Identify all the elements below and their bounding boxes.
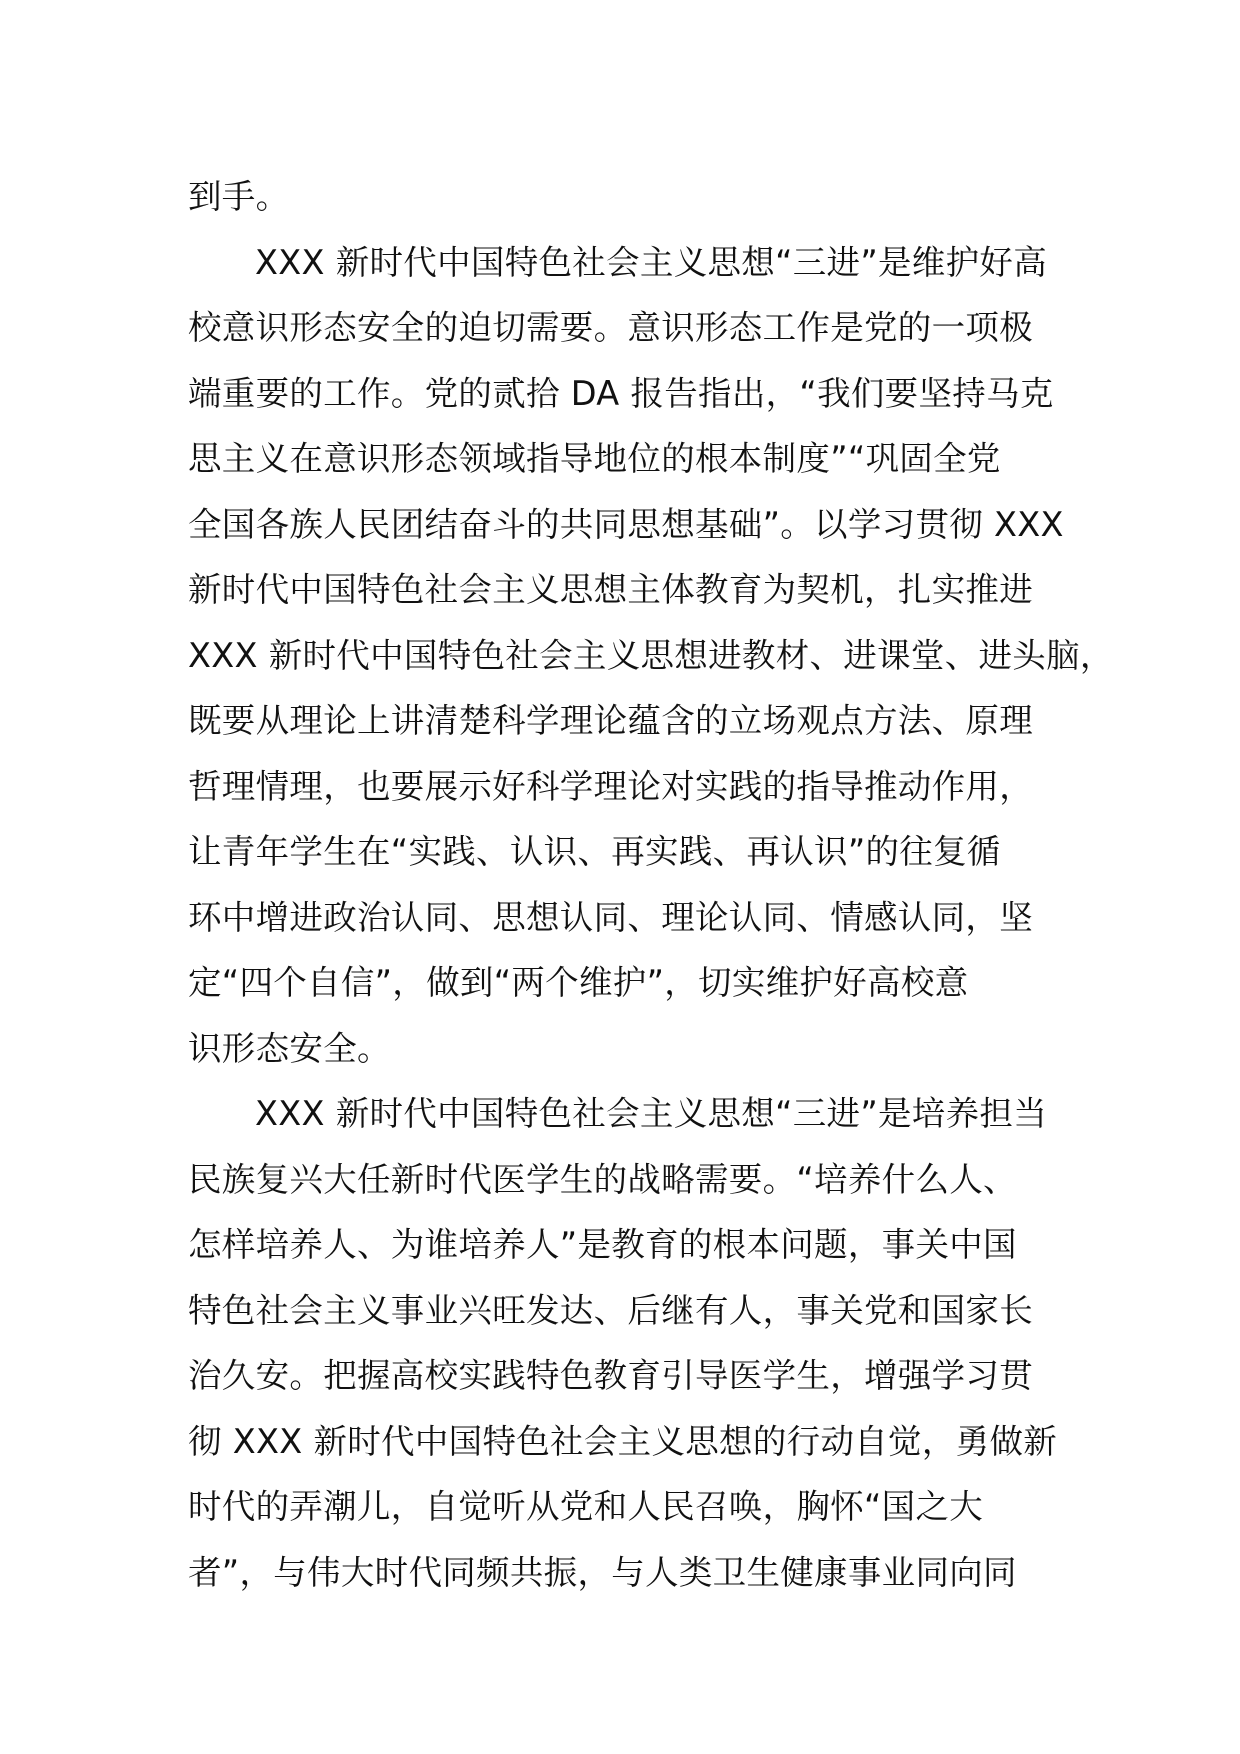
- text-line: 全国各族人民团结奋斗的共同思想基础”。以学习贯彻 XXX: [188, 504, 1064, 544]
- text-line: 思主义在意识形态领域指导地位的根本制度”“巩固全党: [188, 439, 1001, 478]
- text-line: 识形态安全。: [188, 1028, 391, 1068]
- text-line: 彻 XXX 新时代中国特色社会主义思想的行动自觉，勇做新: [188, 1421, 1058, 1461]
- text-line: XXX 新时代中国特色社会主义思想“三进”是维护好高: [255, 242, 1048, 282]
- text-line: 校意识形态安全的迫切需要。意识形态工作是党的一项极: [188, 308, 1033, 347]
- text-line: 新时代中国特色社会主义思想主体教育为契机，扎实推进: [188, 570, 1033, 609]
- text-line: 怎样培养人、为谁培养人”是教育的根本问题，事关中国: [188, 1225, 1017, 1264]
- text-line: 治久安。把握高校实践特色教育引导医学生，增强学习贯: [188, 1356, 1033, 1395]
- text-line: 民族复兴大任新时代医学生的战略需要。“培养什么人、: [188, 1159, 1017, 1199]
- text-line: 定“四个自信”，做到“两个维护”，切实维护好高校意: [188, 963, 969, 1002]
- text-line: 时代的弄潮儿，自觉听从党和人民召唤，胸怀“国之大: [188, 1487, 984, 1526]
- text-line: 特色社会主义事业兴旺发达、后继有人，事关党和国家长: [188, 1290, 1033, 1330]
- text-line: 让青年学生在“实践、认识、再实践、再认识”的往复循: [188, 832, 1001, 871]
- text-line: 环中增进政治认同、思想认同、理论认同、情感认同，坚: [188, 897, 1033, 937]
- text-line: 端重要的工作。党的贰拾 DA 报告指出，“我们要坚持马克: [188, 373, 1054, 413]
- text-line: 既要从理论上讲清楚科学理论蕴含的立场观点方法、原理: [188, 701, 1033, 740]
- text-line: 者”，与伟大时代同频共振，与人类卫生健康事业同向同: [188, 1552, 1017, 1592]
- body-text: [188, 164, 1114, 1605]
- text-line: 到手。: [188, 177, 290, 216]
- text-line: 哲理情理，也要展示好科学理论对实践的指导推动作用，: [188, 766, 1033, 806]
- text-line: XXX 新时代中国特色社会主义思想“三进”是培养担当: [255, 1094, 1048, 1133]
- text-line: XXX 新时代中国特色社会主义思想进教材、进课堂、进头脑，: [188, 635, 1114, 675]
